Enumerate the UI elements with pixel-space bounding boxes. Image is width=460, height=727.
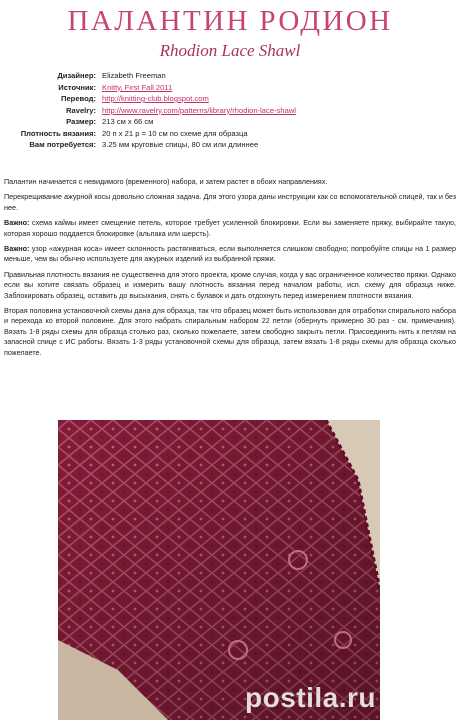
meta-label: Плотность вязания: [20, 128, 96, 138]
paragraph: Перекрещивание ажурной косы довольно сложная задача. Для этого узора даны инструкции как со вспомогательной спицей, так и без нее. [4, 192, 456, 212]
pattern-details [4, 70, 456, 151]
important-label: Важно: [4, 244, 30, 254]
meta-label: Размер: [66, 117, 96, 126]
shawl-photo [58, 420, 380, 720]
meta-label: Перевод: [61, 94, 96, 103]
meta-label: Вам потребуется: [29, 140, 96, 149]
meta-value: 20 п х 21 р = 10 см по схеме для образца [102, 128, 248, 138]
paragraph [4, 218, 456, 239]
important-label: Важно: [4, 218, 30, 228]
meta-value: Elizabeth Freeman [102, 71, 166, 80]
meta-row-gauge [4, 128, 456, 140]
meta-value: 213 см х 66 см [102, 117, 154, 126]
pattern-instructions [4, 177, 456, 363]
paragraph [4, 244, 456, 265]
meta-row-source [4, 82, 456, 94]
source-link[interactable]: Knitty, First Fall 2011 [102, 82, 173, 92]
meta-label: Ravelry: [66, 105, 96, 115]
paragraph: Палантин начинается с невидимого (временного) набора, и затем растет в обоих направлениях. [4, 177, 328, 186]
meta-label: Дизайнер: [57, 71, 96, 80]
meta-row-materials [4, 139, 456, 151]
paragraph: Правильная плотность вязания не существенна для этого проекта, кроме случая, когда у вас ограниченное количество пряжи. Однако если вы хотите связать образец и измерить вашу плотность вязания перед началом работы, исп. схему для образца ниже. Заблокировать образец, оставить до высыхания, снять с булавок и дать отдохнуть перед измерением плотности вязания. [4, 269, 456, 300]
shawl-illustration [58, 420, 380, 720]
meta-label: Источник: [58, 82, 96, 92]
meta-row-designer [4, 70, 456, 82]
paragraph: Вторая половина установочной схемы дана для образца, так что образец может быть использован для отработки спирального набора и перехода ко второй половине. Для этого набрать спиральным набором 22 петли (обернуть примерно 30 раз - см. примечания). Вязать 1-8 ряды схемы для образца столько раз, сколько пожелаете, затем свободно закрыть петли. Присоединить нить к петлям на запасной спице с ИС работы. Вязать 1-3 ряды установочной схемы для образца, затем вязать 1-8 ряды схемы для образца сколько пожелаете. [4, 306, 456, 357]
meta-value: 3.25 мм круговые спицы, 80 см или длиннее [102, 140, 259, 149]
meta-row-ravelry [4, 105, 456, 117]
paragraph-text: узор «ажурная коса» имеет склонность растягиваться, если выполняется слишком свободно; попробуйте спицы на 1 размер меньше, чем вы обычно используете для ажурных изделий из выбранной пряжи. [4, 244, 456, 264]
page-subtitle: Rhodion Lace Shawl [159, 41, 301, 60]
meta-row-translation [4, 93, 456, 105]
page-title: ПАЛАНТИН РОДИОН [67, 5, 393, 37]
meta-row-size [4, 116, 456, 128]
watermark: postila.ru [244, 682, 376, 713]
ravelry-link[interactable]: http://www.ravelry.com/patterns/library/rhodion-lace-shawl [102, 105, 296, 115]
paragraph-text: схема каймы имеет смещение петель, которое требует усиленной блокировки. Если вы заменяете пряжу, выбирайте такую, которая хорошо поддается блокировке (альпака или шерсть). [4, 218, 456, 238]
translation-link[interactable]: http://knitting-club.blogspot.com [102, 94, 209, 103]
